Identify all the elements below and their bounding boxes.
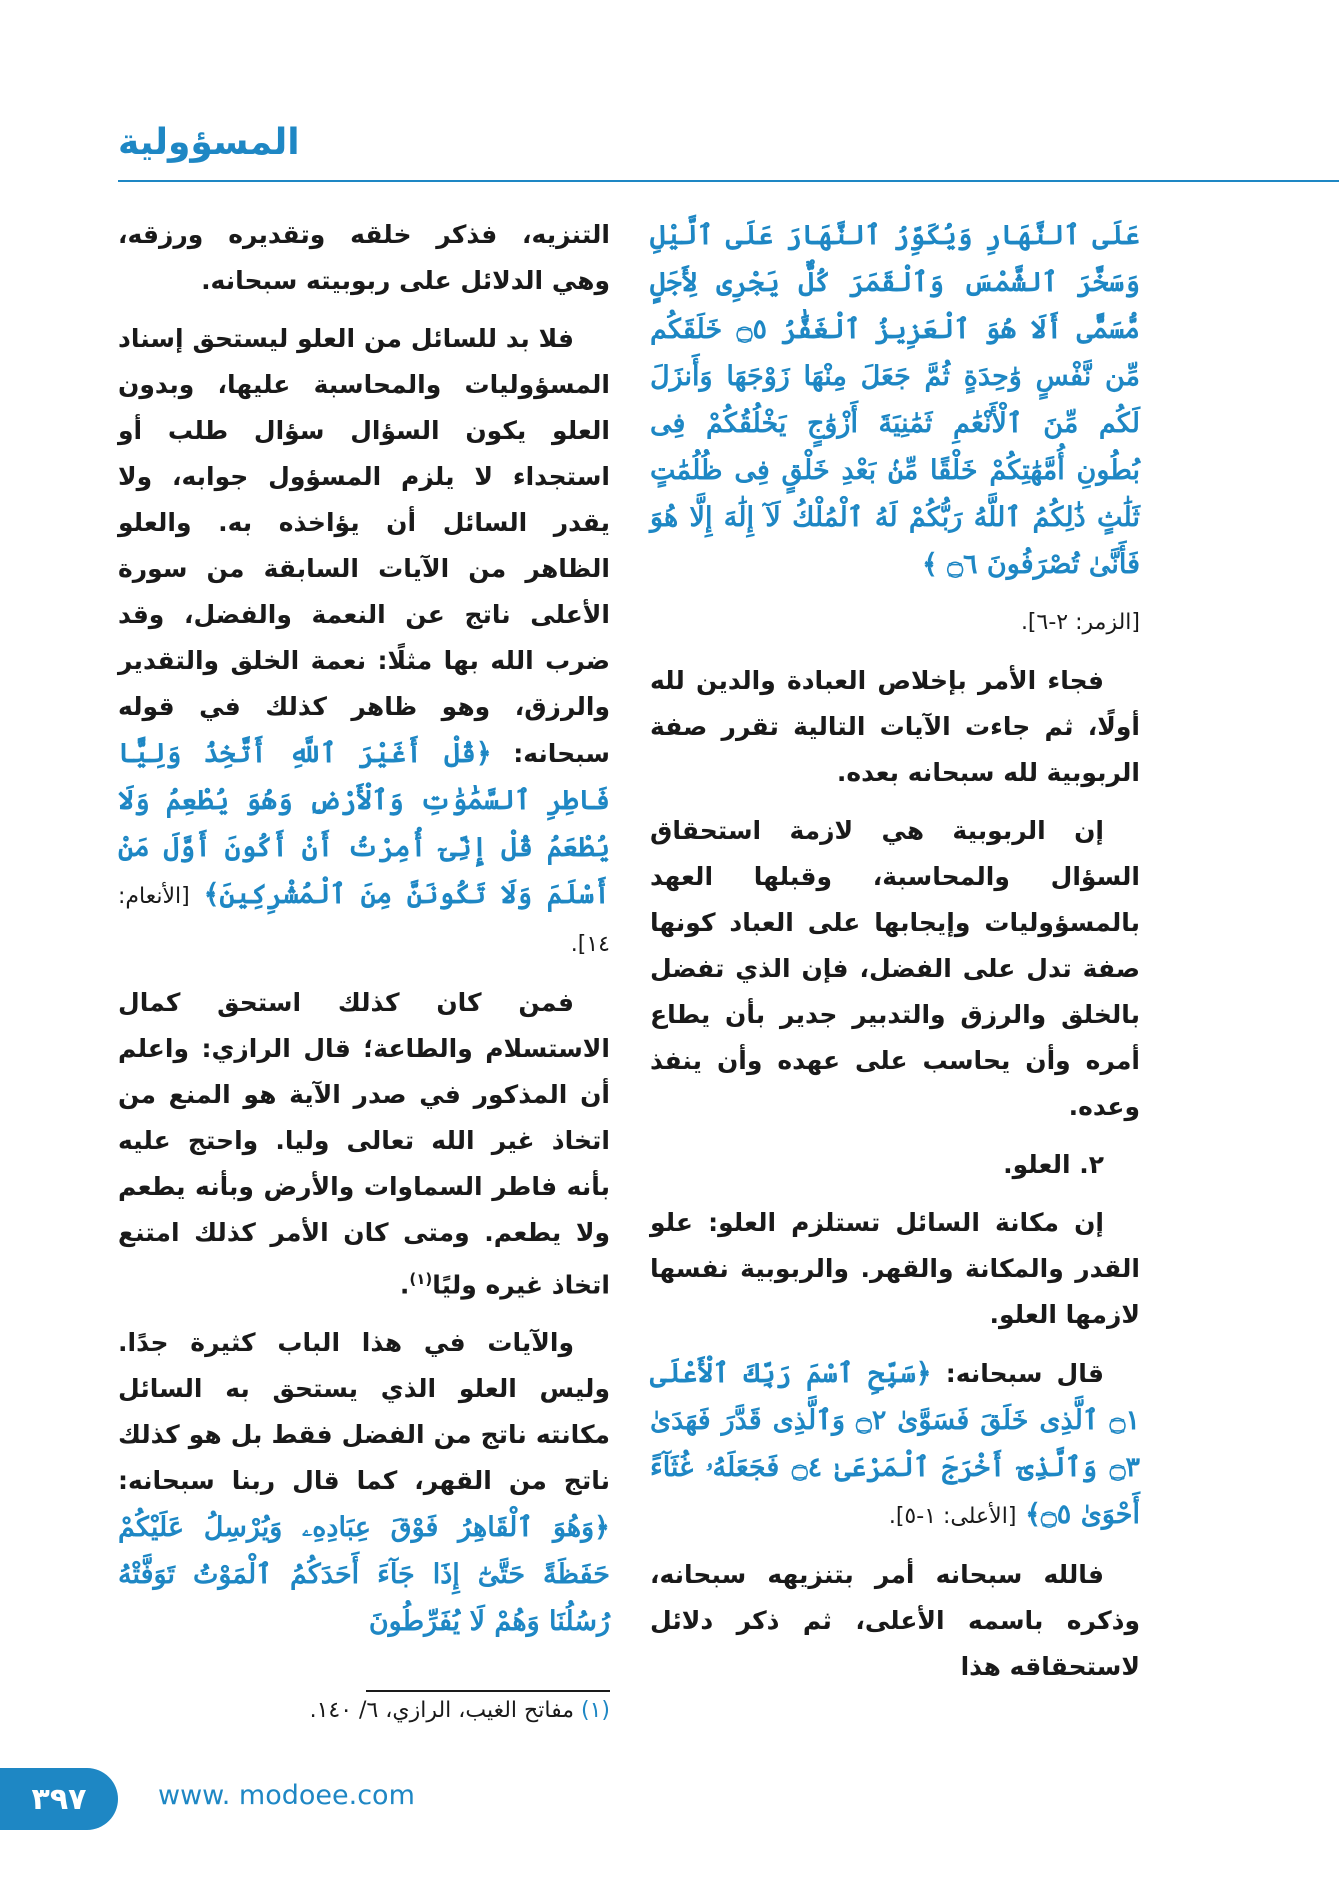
paragraph-with-quran [118,1320,610,1645]
paragraph: التنزيه، فذكر خلقه وتقديره ورزقه، وهي الدلائل على ربوبيته سبحانه. [118,220,610,295]
paragraph-with-quran [118,316,610,968]
quran-verse-aala: ﴿سَبِّحِ ٱسْمَ رَبِّكَ ٱلْأَعْلَى ۝١ ٱلَّذِى خَلَقَ فَسَوَّىٰ ۝٢ وَٱلَّذِى قَدَّرَ فَهَدَىٰ ۝٣ وَٱلَّذِىٓ أَخْرَجَ ٱلْمَرْعَىٰ ۝٤ فَجَعَلَهُۥ غُثَآءً أَحْوَىٰ ۝٥﴾ [650,1358,1141,1530]
paragraph-with-footnote [118,980,610,1308]
paragraph-with-quran [650,1350,1140,1540]
quran-intro-text: قال سبحانه: [945,1359,1104,1388]
footnote-divider [366,1690,610,1692]
footnote-number: (١) [580,1698,610,1723]
paragraph-text: والآيات في هذا الباب كثيرة جدًا. وليس العلو الذي يستحق به السائل مكانته ناتج من الفضل فقط بل هو كذلك ناتج من القهر، كما قال ربنا سبحانه: [118,1328,610,1496]
footnote-reference[interactable]: (١) [409,1270,433,1288]
paragraph-text: فمن كان كذلك استحق كمال الاستسلام والطاعة؛ قال الرازي: واعلم أن المذكور في صدر الآية هو المنع من اتخاذ غير الله تعالى وليا. واحتج عليه بأنه فاطر السماوات والأرض وبأنه يطعم ولا يطعم. ومتى كان الأمر كذلك امتنع اتخاذ غيره وليًا [118,988,610,1300]
paragraph-end: . [399,1270,410,1300]
paragraph-text: فلا بد للسائل من العلو ليستحق إسناد المسؤوليات والمحاسبة عليها، وبدون العلو يكون السؤال سؤال طلب أو استجداء لا يلزم المسؤول جوابه، ولا يقدر السائل أن يؤاخذه به. والعلو الظاهر من الآيات السابقة من سورة الأعلى ناتج عن النعمة والفضل، وقد ضرب الله بها مثلًا: نعمة الخلق والتقدير والرزق، وهو ظاهر كذلك في قوله سبحانه: [118,324,610,768]
page-header-title: المسؤولية [118,122,300,163]
quran-verse-anam: ﴿قُلْ أَغَيْرَ ٱللَّهِ أَتَّخِذُ وَلِيًّا فَاطِرِ ٱلسَّمَٰوَٰتِ وَٱلْأَرْضِ وَهُوَ يُطْعِمُ وَلَا يُطْعَمُ قُلْ إِنِّىٓ أُمِرْتُ أَنْ أَكُونَ أَوَّلَ مَنْ أَسْلَمَ وَلَا تَكُونَنَّ مِنَ ٱلْمُشْرِكِينَ﴾ [118,738,610,910]
paragraph: إن الربوبية هي لازمة استحقاق السؤال والمحاسبة، وقبلها العهد بالمسؤوليات وإيجابها على العباد كونها صفة تدل على الفضل، فإن الذي تفضل بالخلق والرزق والتدبير جدير بأن يطاع أمره وأن يحاسب على عهده وأن ينفذ وعده. [650,816,1140,1121]
quran-verse-zumar: عَلَى ٱلنَّهَارِ وَيُكَوِّرُ ٱلنَّهَارَ عَلَى ٱلَّيْلِ وَسَخَّرَ ٱلشَّمْسَ وَٱلْقَمَرَ كُلٌّ يَجْرِى لِأَجَلٍ مُّسَمًّى أَلَا هُوَ ٱلْعَزِيزُ ٱلْغَفَّٰرُ ۝٥ خَلَقَكُم مِّن نَّفْسٍ وَٰحِدَةٍ ثُمَّ جَعَلَ مِنْهَا زَوْجَهَا وَأَنزَلَ لَكُم مِّنَ ٱلْأَنْعَٰمِ ثَمَٰنِيَةَ أَزْوَٰجٍ يَخْلُقُكُمْ فِى بُطُونِ أُمَّهَٰتِكُمْ خَلْقًا مِّنۢ بَعْدِ خَلْقٍ فِى ظُلُمَٰتٍ ثَلَٰثٍ ذَٰلِكُمُ ٱللَّهُ رَبُّكُمْ لَهُ ٱلْمُلْكُ لَآ إِلَٰهَ إِلَّا هُوَ فَأَنَّىٰ تُصْرَفُونَ ۝٦ ﴾ [650,220,1140,580]
citation-aala: [الأعلى: ١-٥]. [888,1504,1017,1529]
website-link[interactable]: www. modoee.com [158,1780,415,1811]
quran-verse-anam-61: ﴿وَهُوَ ٱلْقَاهِرُ فَوْقَ عِبَادِهِۦ وَيُرْسِلُ عَلَيْكُمْ حَفَظَةً حَتَّىٰٓ إِذَا جَآءَ أَحَدَكُمُ ٱلْمَوْتُ تَوَفَّتْهُ رُسُلُنَا وَهُمْ لَا يُفَرِّطُونَ [118,1512,610,1638]
paragraph: إن مكانة السائل تستلزم العلو: علو القدر والمكانة والقهر. والربوبية نفسها لازمها العلو. [650,1208,1140,1329]
citation-anam: [الأنعام: ١٤]. [118,884,610,957]
left-column [118,212,610,1657]
citation-zumar: [الزمر: ٢-٦]. [1020,610,1140,635]
footnote-text: مفاتح الغيب، الرازي، ٦/ ١٤٠. [309,1698,574,1723]
section-heading-uluw: ٢. العلو. [1003,1150,1104,1179]
paragraph: فجاء الأمر بإخلاص العبادة والدين لله أولًا، ثم جاءت الآيات التالية تقرر صفة الربوبية لله سبحانه بعده. [650,666,1140,787]
paragraph: فالله سبحانه أمر بتنزيهه سبحانه، وذكره باسمه الأعلى، ثم ذكر دلائل لاستحقاقه هذا [650,1560,1140,1681]
page-number-badge [0,1768,118,1830]
page-number: ٣٩٧ [31,1781,87,1817]
header-divider [118,180,1339,182]
right-column [650,212,1140,1702]
footnote [118,1698,610,1723]
